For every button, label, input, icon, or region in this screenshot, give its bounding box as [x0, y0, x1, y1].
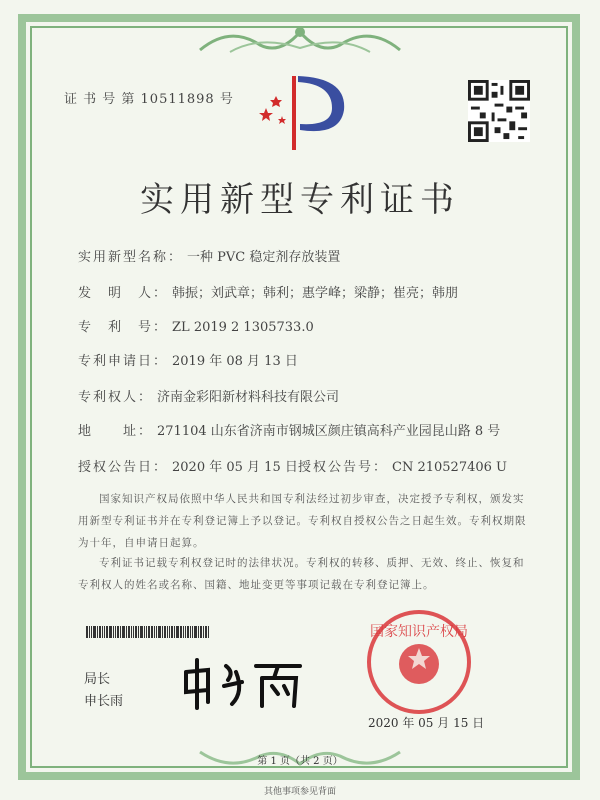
address-label: 地 址： — [78, 424, 154, 439]
issue-date: 2020 年 05 月 15 日 — [368, 716, 485, 730]
grant-number-value: CN 210527406 U — [392, 460, 507, 475]
grant-statement-paragraph: 国家知识产权局依照中华人民共和国专利法经过初步审查，决定授予专利权，颁发实用新型专利证书并在专利登记簿上予以登记。专利权自授权公告之日起生效。专利权期限为十年，自申请日起算。 — [78, 493, 527, 549]
grant-date-label: 授权公告日： — [78, 460, 169, 475]
field-patent-number — [78, 316, 314, 335]
model-name-value: 一种 PVC 稳定剂存放装置 — [187, 250, 341, 265]
certificate-title: 实用新型专利证书 — [140, 180, 460, 220]
model-name-label: 实用新型名称： — [78, 250, 184, 265]
director-title: 局长 — [84, 672, 111, 687]
patentee-value: 济南金彩阳新材料科技有限公司 — [157, 390, 340, 405]
grant-date-value: 2020 年 05 月 15 日 — [172, 460, 298, 475]
legal-status-paragraph: 专利证书记载专利权登记时的法律状况。专利权的转移、质押、无效、终止、恢复和专利权人的姓名或名称、国籍、地址变更等事项记载在专利登记簿上。 — [78, 557, 525, 591]
field-grant-date — [78, 456, 298, 475]
footnote: 其他事项参见背面 — [263, 787, 336, 797]
field-filing-date — [78, 350, 298, 369]
field-address — [78, 420, 500, 439]
official-seal-icon — [354, 608, 484, 716]
barcode-icon — [86, 626, 264, 638]
address-value: 271104 山东省济南市钢城区颜庄镇高科产业园昆山路 8 号 — [157, 424, 501, 439]
page-number: 第 1 页（共 2 页） — [257, 756, 343, 767]
filing-date-label: 专利申请日： — [78, 354, 169, 369]
field-patentee — [78, 386, 339, 405]
patent-office-logo-icon — [252, 68, 352, 158]
field-grant-number — [298, 456, 507, 475]
inventor-value: 韩振；刘武章；韩利；惠学峰；梁静；崔亮；韩朋 — [172, 286, 459, 301]
certificate-number: 证 书 号 第 10511898 号 — [64, 92, 234, 107]
patent-number-value: ZL 2019 2 1305733.0 — [172, 320, 314, 335]
filing-date-value: 2019 年 08 月 13 日 — [172, 354, 298, 369]
director-name: 申长雨 — [84, 694, 124, 709]
patent-number-label: 专 利 号： — [78, 320, 169, 335]
seal-text: 国家知识产权局 — [370, 624, 468, 640]
qr-code-icon — [468, 80, 530, 142]
patentee-label: 专利权人： — [78, 390, 154, 405]
field-model-name — [78, 246, 340, 265]
grant-number-label: 授权公告号： — [298, 460, 389, 475]
top-ornament-icon — [190, 20, 410, 60]
inventor-label: 发 明 人： — [78, 286, 169, 301]
field-inventor — [78, 282, 458, 301]
director-signature-icon — [178, 652, 308, 712]
